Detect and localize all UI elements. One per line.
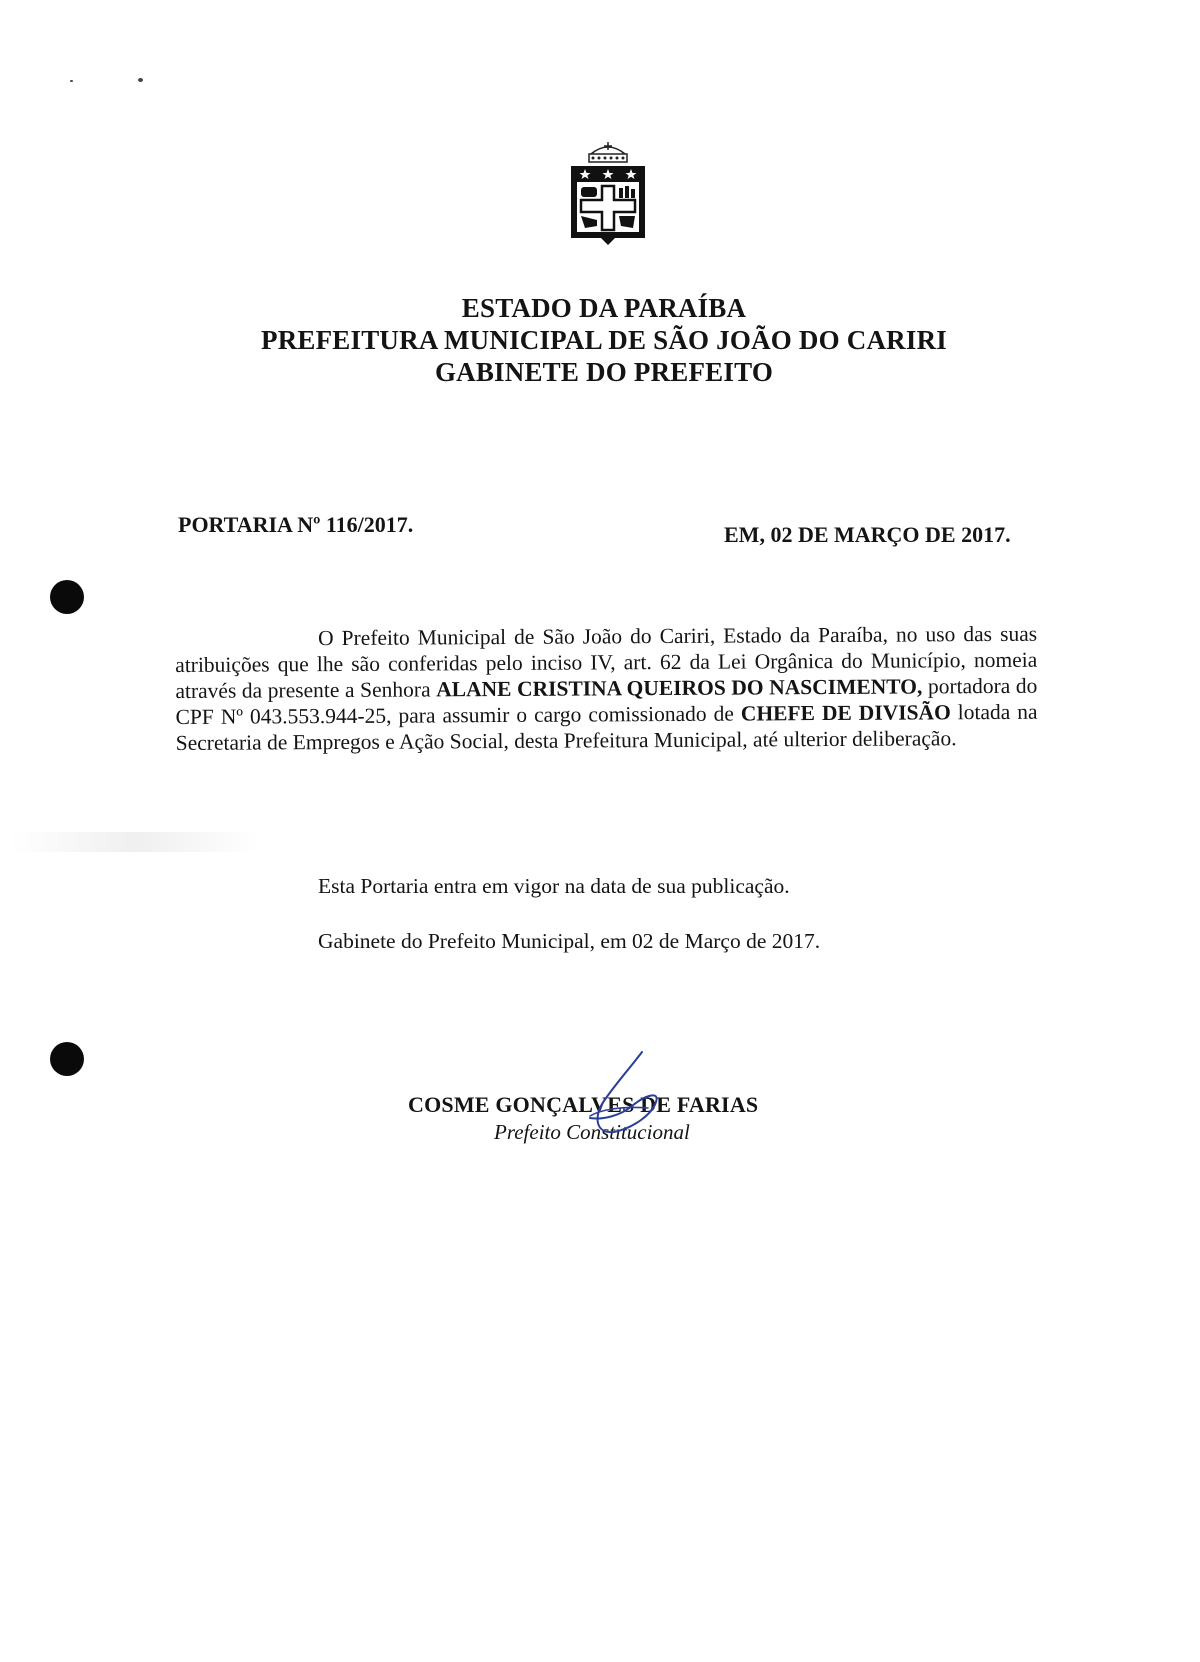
- scan-speck: [138, 78, 143, 82]
- effective-date-clause: Esta Portaria entra em vigor na data de sua publicação.: [318, 874, 790, 898]
- scan-smudge: [10, 832, 260, 852]
- appointee-name: ALANE CRISTINA QUEIROS DO NASCIMENTO,: [436, 674, 923, 702]
- handwritten-signature-icon: [560, 1048, 680, 1148]
- document-header: [0, 292, 1200, 388]
- body-part1: O Prefeito Municipal de São João do Cariri, Estado da Paraíba, no uso das suas atribuições que lhe são conferidas pelo inciso IV, art. 62 da Lei Orgânica do Município, nomeia através da presente a Senhora: [175, 621, 1038, 703]
- punch-hole-top: [50, 580, 84, 614]
- header-municipality: PREFEITURA MUNICIPAL DE SÃO JOÃO DO CARIRI: [261, 325, 947, 355]
- municipal-coat-of-arms-icon: [563, 140, 653, 252]
- scan-speck: [70, 80, 73, 82]
- punch-hole-bottom: [50, 1042, 84, 1076]
- date-line: EM, 02 DE MARÇO DE 2017.: [724, 522, 1011, 547]
- header-office: GABINETE DO PREFEITO: [434, 357, 774, 387]
- body-part2: portadora do CPF Nº 043.553.944-25, para assumir o cargo comissionado de: [175, 673, 1038, 729]
- signatory-name: COSME GONÇALVES DE FARIAS: [408, 1092, 759, 1117]
- office-date-clause: Gabinete do Prefeito Municipal, em 02 de Março de 2017.: [318, 929, 821, 953]
- portaria-number: PORTARIA Nº 116/2017.: [178, 512, 414, 537]
- body-paragraph: [175, 621, 1038, 756]
- body-part3: lotada na Secretaria de Empregos e Ação Social, desta Prefeitura Municipal, até ulterior deliberação.: [175, 699, 1038, 755]
- signatory-title: Prefeito Constitucional: [494, 1120, 690, 1144]
- header-state: ESTADO DA PARAÍBA: [461, 293, 747, 323]
- appointed-role: CHEFE DE DIVISÃO: [740, 700, 951, 726]
